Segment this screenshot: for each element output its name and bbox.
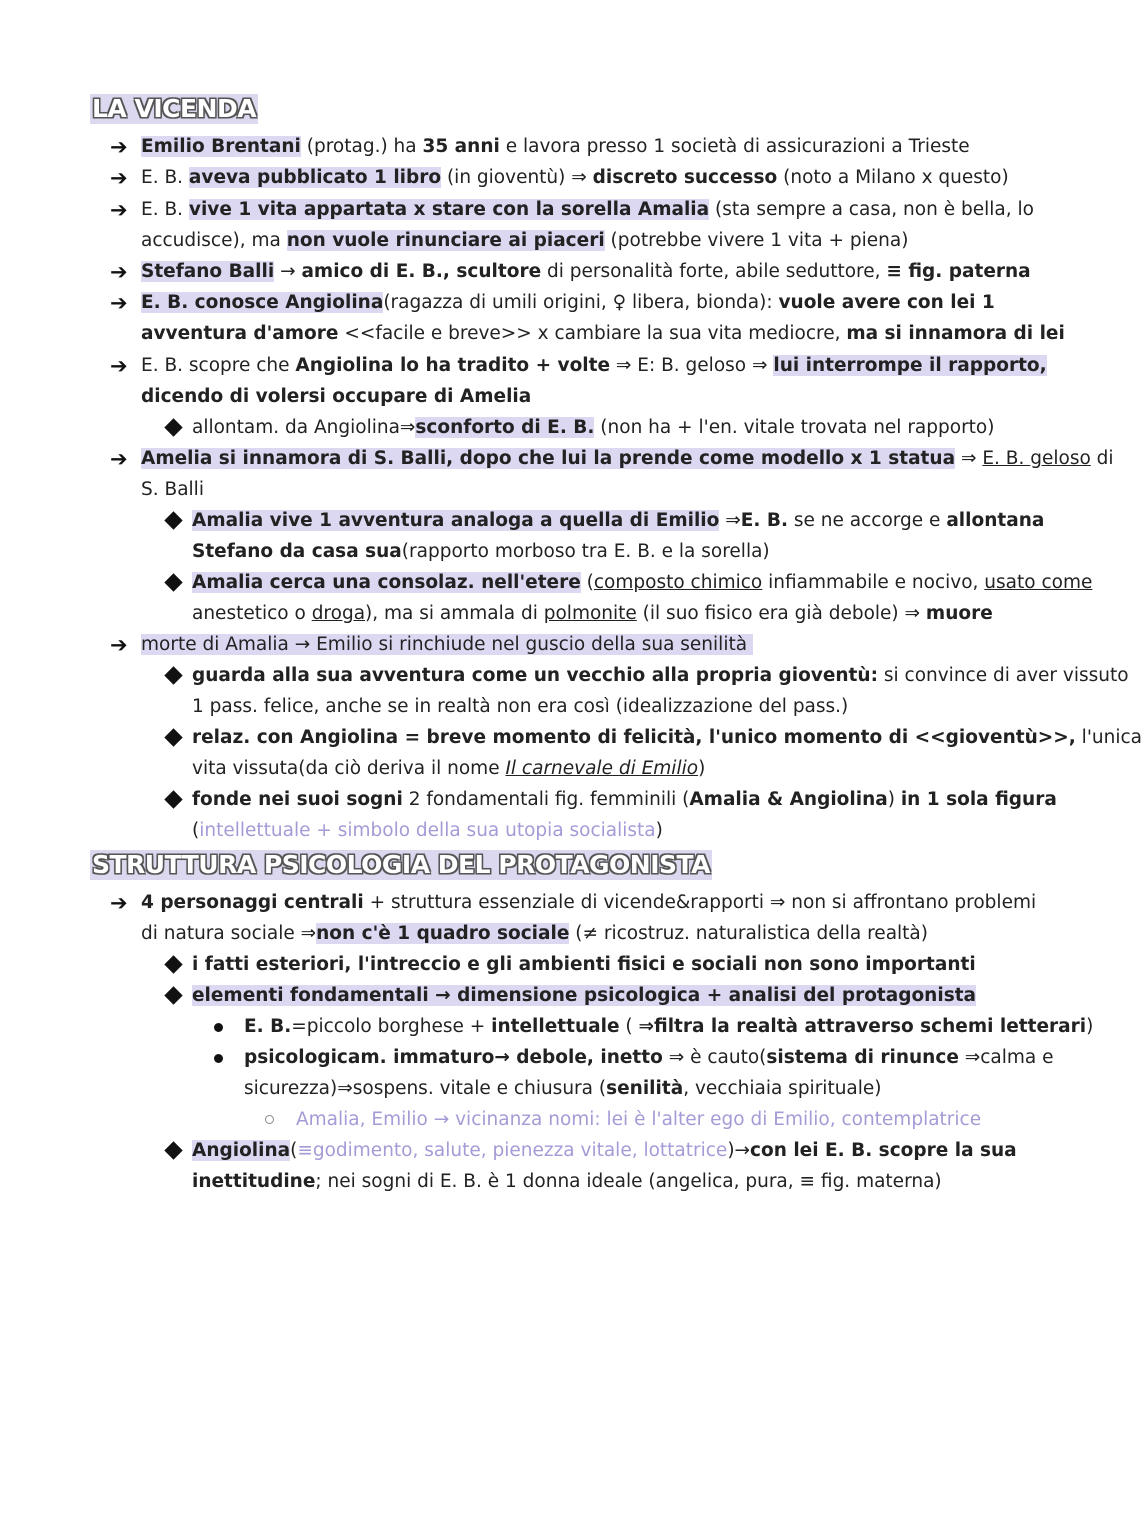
- text-line: Angiolina(≡godimento, salute, pienezza vitale, lottatrice)→con lei E. B. scopre la sua: [192, 1140, 1017, 1161]
- arrow-bullet-icon: ➔: [110, 135, 128, 159]
- arrow-bullet-icon: ➔: [110, 354, 128, 378]
- arrow-bullet-icon: ➔: [110, 198, 128, 222]
- arrow-bullet-icon: ➔: [110, 891, 128, 915]
- diamond-bullet-icon: [164, 511, 182, 529]
- text-line: (intellettuale + simbolo della sua utopia socialista): [192, 820, 663, 841]
- diamond-bullet-icon: [164, 986, 182, 1004]
- dot-bullet-icon: [214, 1023, 223, 1032]
- text-line: sicurezza)⇒sospens. vitale e chiusura (senilità, vecchiaia spirituale): [244, 1078, 882, 1099]
- text-line: Amalia, Emilio → vicinanza nomi: lei è l'alter ego di Emilio, contemplatrice: [296, 1109, 982, 1130]
- text-line: accudisce), ma non vuole rinunciare ai piaceri (potrebbe vivere 1 vita + piena): [141, 230, 909, 251]
- text-line: Stefano Balli → amico di E. B., scultore di personalità forte, abile seduttore, ≡ fig. paterna: [141, 261, 1031, 282]
- arrow-bullet-icon: ➔: [110, 166, 128, 190]
- text-line: inettitudine; nei sogni di E. B. è 1 donna ideale (angelica, pura, ≡ fig. materna): [192, 1171, 942, 1192]
- text-line: dicendo di volersi occupare di Amelia: [141, 386, 532, 407]
- text-line: allontam. da Angiolina⇒sconforto di E. B. (non ha + l'en. vitale trovata nel rapporto): [192, 417, 995, 438]
- diamond-bullet-icon: [164, 790, 182, 808]
- text-line: morte di Amalia → Emilio si rinchiude nel guscio della sua senilità: [141, 631, 753, 659]
- text-line: E. B.=piccolo borghese + intellettuale ( ⇒filtra la realtà attraverso schemi letterari): [244, 1016, 1094, 1037]
- text-line: E. B. scopre che Angiolina lo ha tradito + volte ⇒ E: B. geloso ⇒ lui interrompe il rapporto,: [141, 355, 1047, 376]
- text-line: i fatti esteriori, l'intreccio e gli ambienti fisici e sociali non sono importanti: [192, 954, 976, 975]
- text-line: avventura d'amore <<facile e breve>> x cambiare la sua vita mediocre, ma si innamora di lei: [141, 323, 1065, 344]
- text-line: guarda alla sua avventura come un vecchio alla propria gioventù: si convince di aver vissuto: [192, 665, 1129, 686]
- text-line: E. B. vive 1 vita appartata x stare con la sorella Amalia (sta sempre a casa, non è bella, lo: [141, 199, 1034, 220]
- text-line: elementi fondamentali → dimensione psicologica + analisi del protagonista: [192, 985, 977, 1006]
- text-line: anestetico o droga), ma si ammala di polmonite (il suo fisico era già debole) ⇒ muore: [192, 603, 993, 624]
- diamond-bullet-icon: [164, 728, 182, 746]
- text-line: Amalia vive 1 avventura analoga a quella di Emilio ⇒E. B. se ne accorge e allontana: [192, 510, 1045, 531]
- diamond-bullet-icon: [164, 955, 182, 973]
- diamond-bullet-icon: [164, 418, 182, 436]
- text-line: S. Balli: [141, 479, 204, 500]
- arrow-bullet-icon: ➔: [110, 633, 128, 657]
- diamond-bullet-icon: [164, 1141, 182, 1159]
- text-line: 4 personaggi centrali + struttura essenziale di vicende&rapporti ⇒ non si affrontano problemi: [141, 892, 1037, 913]
- section-title-struttura: STRUTTURA PSICOLOGIA DEL PROTAGONISTA: [92, 850, 710, 879]
- arrow-bullet-icon: ➔: [110, 447, 128, 471]
- text-line: vita vissuta(da ciò deriva il nome Il carnevale di Emilio): [192, 758, 706, 779]
- text-line: di natura sociale ⇒non c'è 1 quadro sociale (≠ ricostruz. naturalistica della realtà): [141, 923, 928, 944]
- text-line: Amalia cerca una consolaz. nell'etere (composto chimico infiammabile e nocivo, usato come: [192, 572, 1093, 593]
- circle-bullet-icon: [265, 1115, 274, 1124]
- text-line: psicologicam. immaturo→ debole, inetto ⇒ è cauto(sistema di rinunce ⇒calma e: [244, 1047, 1054, 1068]
- text-line: 1 pass. felice, anche se in realtà non era così (idealizzazione del pass.): [192, 696, 849, 717]
- arrow-bullet-icon: ➔: [110, 260, 128, 284]
- arrow-bullet-icon: ➔: [110, 291, 128, 315]
- text-line: fonde nei suoi sogni 2 fondamentali fig. femminili (Amalia & Angiolina) in 1 sola figura: [192, 789, 1057, 810]
- text-line: E. B. aveva pubblicato 1 libro (in gioventù) ⇒ discreto successo (noto a Milano x questo): [141, 167, 1009, 188]
- text-line: Amelia si innamora di S. Balli, dopo che lui la prende come modello x 1 statua ⇒ E. B. geloso di: [141, 448, 1114, 469]
- text-line: Emilio Brentani (protag.) ha 35 anni e lavora presso 1 società di assicurazioni a Trieste: [141, 136, 970, 157]
- dot-bullet-icon: [214, 1054, 223, 1063]
- text-line: E. B. conosce Angiolina(ragazza di umili origini, ♀ libera, bionda): vuole avere con lei 1: [141, 292, 995, 313]
- text-line: Stefano da casa sua(rapporto morboso tra E. B. e la sorella): [192, 541, 770, 562]
- diamond-bullet-icon: [164, 573, 182, 591]
- section-title-vicenda: LA VICENDA: [92, 94, 257, 123]
- text-line: relaz. con Angiolina = breve momento di felicità, l'unico momento di <<gioventù>>, l'unica: [192, 727, 1142, 748]
- diamond-bullet-icon: [164, 666, 182, 684]
